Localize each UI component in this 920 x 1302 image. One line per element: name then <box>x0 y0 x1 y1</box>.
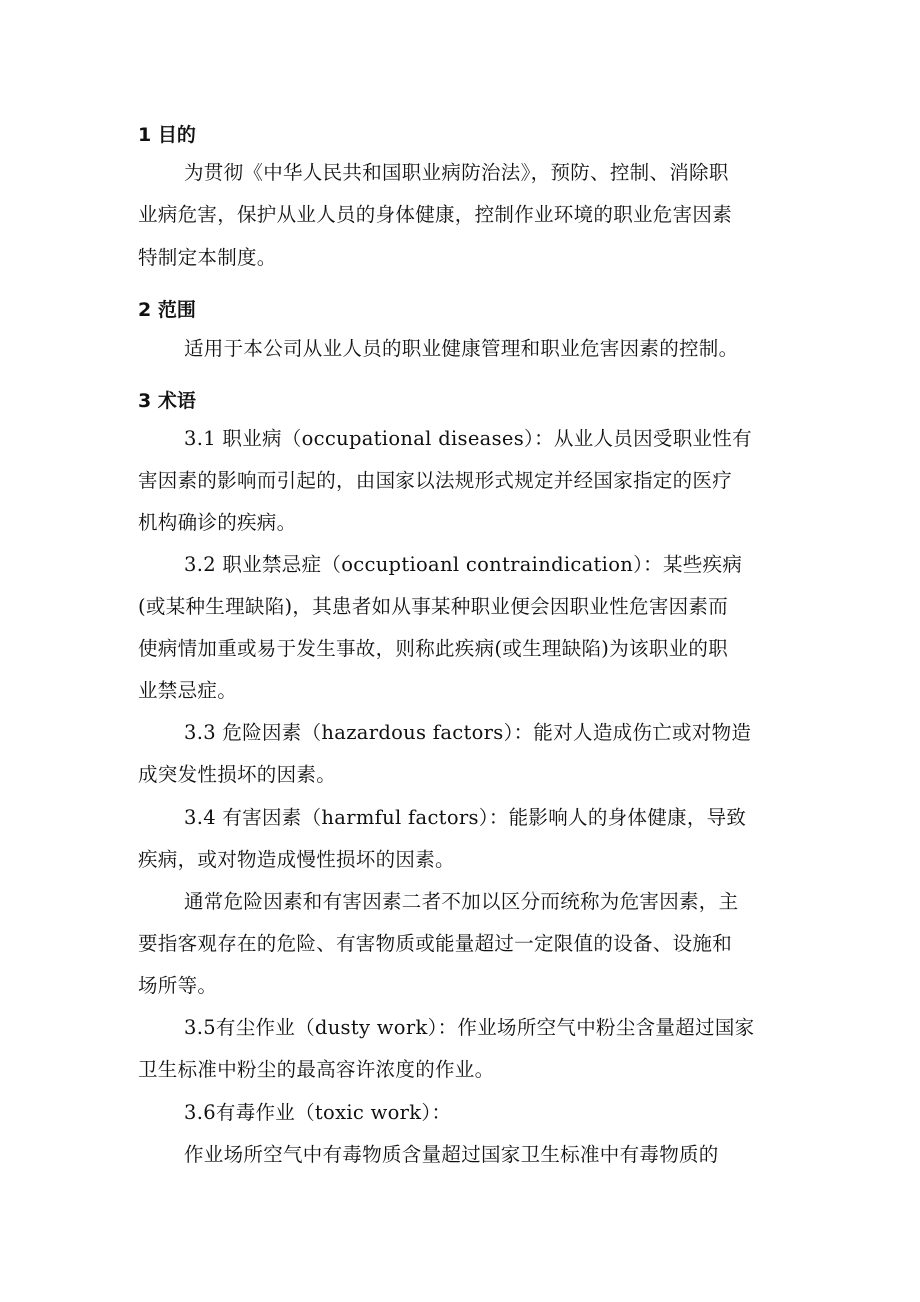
paragraph-line: 3.3 危险因素（hazardous factors）：能对人造成伤亡或对物造 <box>184 721 752 744</box>
section-heading-scope: 2 范围 <box>138 299 196 321</box>
section-heading-terms: 3 术语 <box>138 390 196 412</box>
paragraph-line: 作业场所空气中有毒物质含量超过国家卫生标准中有毒物质的 <box>184 1143 719 1166</box>
paragraph-line: 通常危险因素和有害因素二者不加以区分而统称为危害因素，主 <box>184 890 739 913</box>
paragraph-line: 卫生标准中粉尘的最高容许浓度的作业。 <box>138 1058 495 1081</box>
paragraph-line: 特制定本制度。 <box>138 246 277 269</box>
paragraph-line: 使病情加重或易于发生事故，则称此疾病(或生理缺陷)为该职业的职 <box>138 637 729 660</box>
paragraph-line: 3.5有尘作业（dusty work）：作业场所空气中粉尘含量超过国家 <box>184 1016 755 1039</box>
paragraph-line: 要指客观存在的危险、有害物质或能量超过一定限值的设备、设施和 <box>138 932 733 955</box>
paragraph-line: 成突发性损坏的因素。 <box>138 763 337 786</box>
paragraph-line: 3.4 有害因素（harmful factors）：能影响人的身体健康，导致 <box>184 806 747 829</box>
paragraph-line: (或某种生理缺陷)，其患者如从事某种职业便会因职业性危害因素而 <box>138 595 729 618</box>
paragraph-line: 适用于本公司从业人员的职业健康管理和职业危害因素的控制。 <box>184 337 739 360</box>
paragraph-line: 害因素的影响而引起的，由国家以法规形式规定并经国家指定的医疗 <box>138 469 733 492</box>
paragraph-line: 3.1 职业病（occupational diseases）：从业人员因受职业性有 <box>184 427 752 450</box>
paragraph-line: 疾病，或对物造成慢性损坏的因素。 <box>138 848 455 871</box>
paragraph-line: 场所等。 <box>138 974 218 997</box>
paragraph-line: 机构确诊的疾病。 <box>138 511 297 534</box>
paragraph-line: 3.2 职业禁忌症（occuptioanl contraindication）：某些疾病 <box>184 553 743 576</box>
paragraph-line: 业禁忌症。 <box>138 679 238 702</box>
paragraph-line: 业病危害，保护从业人员的身体健康，控制作业环境的职业危害因素 <box>138 203 733 226</box>
paragraph-line: 3.6有毒作业（toxic work）： <box>184 1101 452 1124</box>
section-heading-purpose: 1 目的 <box>138 124 196 146</box>
paragraph-line: 为贯彻《中华人民共和国职业病防治法》，预防、控制、消除职 <box>184 161 729 184</box>
